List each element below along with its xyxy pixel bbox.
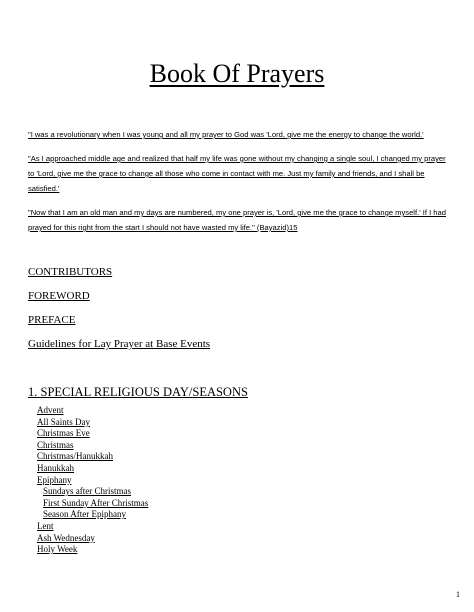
page-number: 1 [456,590,460,599]
foreword-link[interactable]: FOREWORD [28,290,90,302]
toc-item-holy-week[interactable]: Holy Week [37,544,78,555]
quote-paragraph: "As I approached middle age and realized that half my life was gone without my changing a single soul, I changed my prayer to 'Lord, give me the grace to change all those who come in contact with me. Just my family and friends, and I shall be satisfied.' [28,154,446,193]
toc-item-advent[interactable]: Advent [37,405,64,415]
section-heading: 1. SPECIAL RELIGIOUS DAY/SEASONS [28,385,248,399]
quotes-block [28,127,448,244]
toc-item-ash-wednesday[interactable]: Ash Wednesday [37,532,95,543]
toc-item-christmas-hanukkah[interactable]: Christmas/Hanukkah [37,451,113,462]
toc-item-epiphany[interactable]: Epiphany [37,474,72,485]
table-of-contents [37,405,148,556]
guidelines-link[interactable]: Guidelines for Lay Prayer at Base Events [28,338,211,350]
section-links [28,266,210,362]
toc-item-sundays-after-christmas[interactable]: Sundays after Christmas [43,486,131,497]
toc-item-christmas[interactable]: Christmas [37,439,74,450]
contributors-link[interactable]: CONTRIBUTORS [28,266,113,278]
preface-link[interactable]: PREFACE [28,314,76,326]
toc-item-hanukkah[interactable]: Hanukkah [37,462,74,473]
document-title: Book Of Prayers [149,59,325,88]
toc-item-season-after-epiphany[interactable]: Season After Epiphany [43,509,126,520]
toc-item-lent[interactable]: Lent [37,520,54,531]
toc-item-all-saints-day[interactable]: All Saints Day [37,416,90,427]
toc-item-christmas-eve[interactable]: Christmas Eve [37,428,90,439]
quote-paragraph: "I was a revolutionary when I was young and all my prayer to God was 'Lord, give me the energy to change the world.' [28,130,424,139]
toc-item-first-sunday-after-christmas[interactable]: First Sunday After Christmas [43,497,149,508]
quote-paragraph: "Now that I am an old man and my days are numbered, my one prayer is, 'Lord, give me the grace to change myself.' If I had prayed for this right from the start I should not have wasted my life." (Bayazid)15 [28,208,446,232]
